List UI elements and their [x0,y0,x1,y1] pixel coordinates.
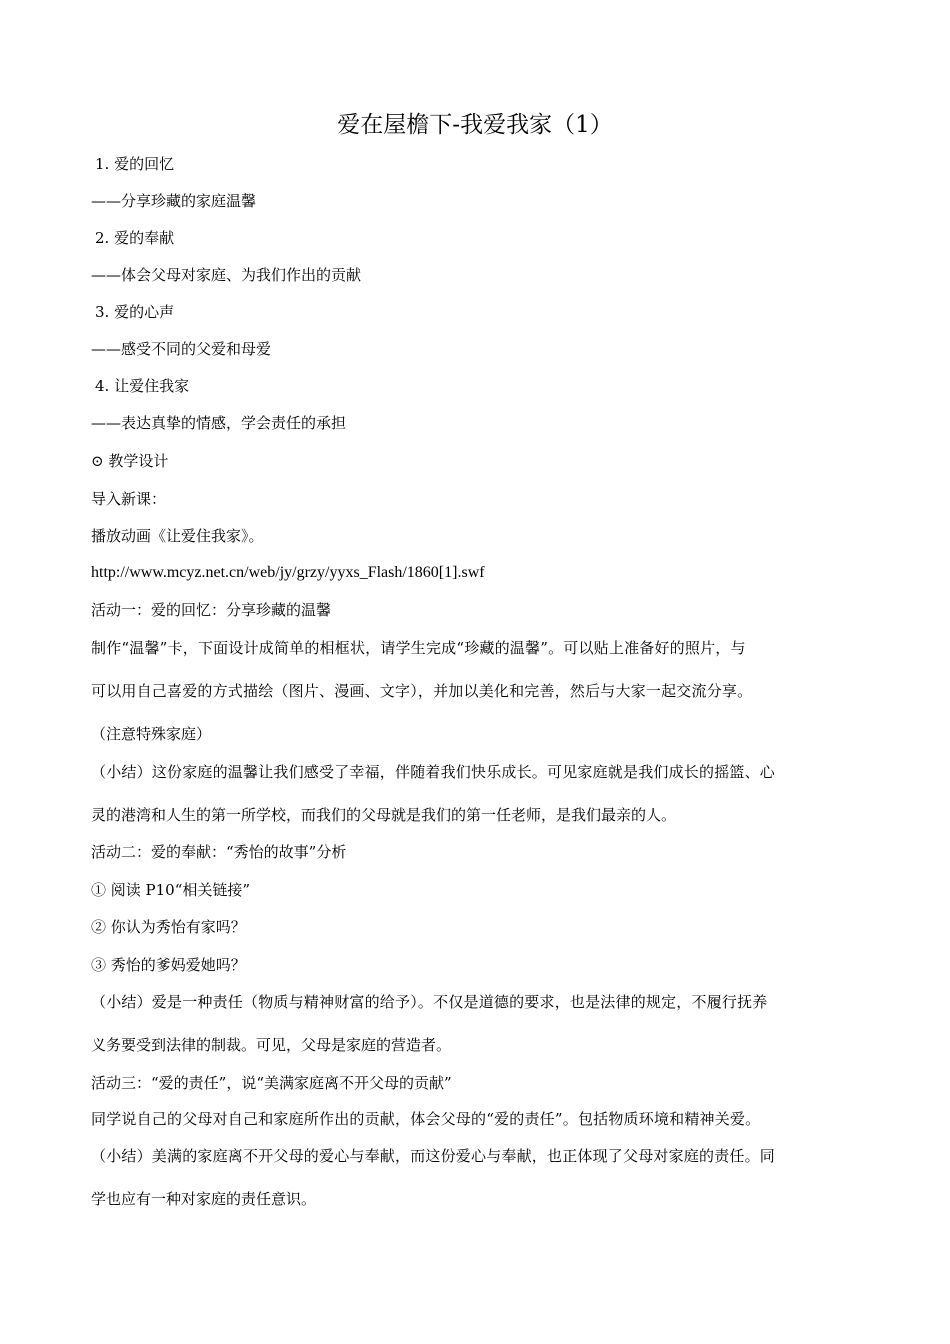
summary-2-line-1: （小结）爱是一种责任（物质与精神财富的给予）。不仅是道德的要求，也是法律的规定，不履行抚养 [91,993,768,1011]
section-subtitle-3: ——感受不同的父爱和母爱 [91,340,272,358]
activity-3-heading: 活动三：“爱的责任”，说“美满家庭离不开父母的贡献” [91,1074,452,1092]
intro-text: 播放动画《让爱住我家》。 [91,527,264,545]
animation-url: http://www.mcyz.net.cn/web/jy/grzy/yyxs_Flash/1860[1].swf [91,564,485,581]
activity-2-question-3: ③ 秀怡的爹妈爱她吗？ [91,956,246,974]
section-subtitle-1: ——分享珍藏的家庭温馨 [91,192,257,210]
section-heading-1: 1. 爱的回忆 [95,155,175,173]
activity-1-text-line-1: 制作“温馨”卡，下面设计成简单的相框状，请学生完成“珍藏的温馨”。可以贴上准备好的照片，与 [91,639,746,657]
section-heading-4: 4. 让爱住我家 [95,377,190,395]
special-family-note: （注意特殊家庭） [91,725,212,743]
summary-1-line-2: 灵的港湾和人生的第一所学校，而我们的父母就是我们的第一任老师，是我们最亲的人。 [91,806,677,824]
teaching-design-heading: ⊙ 教学设计 [91,452,169,470]
summary-3-line-2: 学也应有一种对家庭的责任意识。 [91,1190,317,1208]
section-heading-3: 3. 爱的心声 [95,303,175,321]
activity-1-text-line-2: 可以用自己喜爱的方式描绘（图片、漫画、文字），并加以美化和完善，然后与大家一起交流分享。 [91,682,753,700]
activity-2-question-2: ② 你认为秀怡有家吗？ [91,918,246,936]
summary-1-line-1: （小结）这份家庭的温馨让我们感受了幸福，伴随着我们快乐成长。可见家庭就是我们成长的摇篮、心 [91,763,776,781]
activity-2-heading: 活动二：爱的奉献：“秀怡的故事”分析 [91,843,347,861]
section-subtitle-4: ——表达真挚的情感，学会责任的承担 [91,414,347,432]
summary-2-line-2: 义务要受到法律的制裁。可见，父母是家庭的营造者。 [91,1036,452,1054]
section-heading-2: 2. 爱的奉献 [95,229,175,247]
intro-heading: 导入新课： [91,490,167,508]
section-subtitle-2: ——体会父母对家庭、为我们作出的贡献 [91,266,362,284]
document-title: 爱在屋檐下-我爱我家（1） [337,112,613,138]
activity-3-text: 同学说自己的父母对自己和家庭所作出的贡献，体会父母的“爱的责任”。包括物质环境和精神关爱。 [91,1110,761,1128]
activity-1-heading: 活动一：爱的回忆：分享珍藏的温馨 [91,601,332,619]
activity-2-question-1: ① 阅读 P10“相关链接” [91,881,251,899]
summary-3-line-1: （小结）美满的家庭离不开父母的爱心与奉献，而这份爱心与奉献，也正体现了父母对家庭的责任。同 [91,1147,776,1165]
